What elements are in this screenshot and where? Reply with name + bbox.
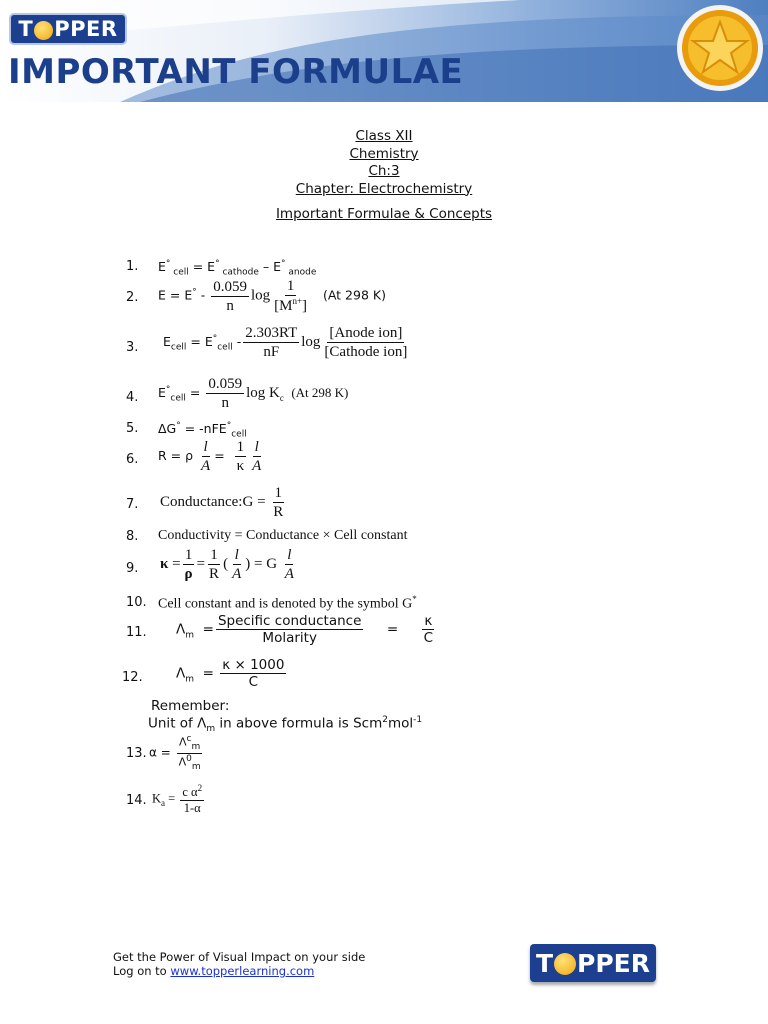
formula-8: Conductivity = Conductance × Cell constant xyxy=(158,528,408,543)
formula-11-numerator: Specific conductance xyxy=(217,613,362,629)
formula-number: 11. xyxy=(126,625,147,640)
formula-number: 6. xyxy=(126,452,139,467)
chapter-number: Ch:3 xyxy=(368,163,400,179)
section-title: Important Formulae & Concepts xyxy=(275,206,493,222)
formula-number: 1. xyxy=(126,259,139,274)
formula-5: ΔG° = -nFE°$_{cell}$ xyxy=(158,421,247,440)
footer-topper-logo[interactable] xyxy=(530,944,656,982)
formula-number: 8. xyxy=(126,529,139,544)
formula-number: 13. xyxy=(126,746,147,761)
formula-number: 9. xyxy=(126,561,139,576)
formula-6: R = ρ $\frac{l}{A}$ = $\frac{1}{\kappa}$ $\frac{l}{A}$ xyxy=(158,439,262,474)
formula-2: E = E° - $\frac{0.059}{n}$ log $\frac{1}{[M^{n+}]}$ (At 298 K) xyxy=(158,278,386,314)
formula-number: 5. xyxy=(126,421,139,436)
star-coin-icon xyxy=(554,953,576,975)
footer-logo-text-left: T xyxy=(535,948,554,978)
logo-text-right: PPER xyxy=(54,17,118,41)
formula-12: $\Lambda_m$ = $\frac{\kappa \times 1000}{C}$ xyxy=(176,657,285,691)
topper-logo[interactable] xyxy=(9,13,127,45)
formula-10: Cell constant and is denoted by the symbol G* xyxy=(158,594,417,612)
formula-number: 2. xyxy=(126,290,139,305)
remember-text-a: Unit of Λ xyxy=(148,715,207,732)
formula-number: 10. xyxy=(126,595,147,610)
footer-prefix: Log on to xyxy=(113,964,171,978)
remember-unit-tail: mol xyxy=(387,715,414,732)
gold-star-badge-icon xyxy=(676,4,764,92)
formula-7-text: Conductance: xyxy=(160,493,243,510)
header-banner xyxy=(0,0,768,102)
formula-10-text: Cell constant and is denoted by the symbol G xyxy=(158,596,413,612)
logo-text-left: T xyxy=(18,17,34,41)
footer-text xyxy=(113,950,365,978)
footer-logo-text-right: PPER xyxy=(577,948,651,978)
formula-1: E° $_{cell}$ = E° $_{cathode}$ – E° $_{anode}$ xyxy=(158,259,317,278)
formula-11: $\Lambda_m$ = $\frac{\text{Specific conductance}}{\text{Molarity}}$ = $\frac{\kappa}{C}$ xyxy=(176,613,434,647)
formula-9: κ = $\frac{1}{\rho}$ = $\frac{1}{R}$ ( $\frac{l}{A}$ ) = G $\frac{l}{A}$ xyxy=(160,547,294,582)
formula-number: 4. xyxy=(126,390,139,405)
formula-number: 7. xyxy=(126,497,139,512)
formula-11-denominator: Molarity xyxy=(262,630,317,647)
footer-line-2 xyxy=(113,964,365,978)
subject-title: Chemistry xyxy=(349,145,419,162)
document-titles xyxy=(0,128,768,224)
formula-3: $E_{cell} = E^\circ_{cell}$ - $\frac{2.303RT}{nF}$ log $\frac{\text{[Anode ion]}}{\text{[Cathode ion]}}$ xyxy=(163,325,408,360)
footer-line-1: Get the Power of Visual Impact on your side xyxy=(113,950,366,964)
formula-number: 12. xyxy=(122,670,143,685)
star-coin-icon xyxy=(34,21,53,40)
class-title: Class XII xyxy=(355,128,413,144)
formula-7: Conductance:G = $\frac{1}{R}$ xyxy=(160,485,284,520)
formula-number: 3. xyxy=(126,340,139,355)
formula-13: α = $\frac{\Lambda^c_m}{\Lambda^0_m}$ xyxy=(149,734,201,772)
banner-title: IMPORTANT FORMULAE xyxy=(8,52,464,92)
formula-2-note: (At 298 K) xyxy=(322,287,386,303)
chapter-title: Chapter: Electrochemistry xyxy=(295,180,473,197)
remember-title: Remember: xyxy=(151,698,230,714)
formula-4: $E^\circ_{cell}$ = $\frac{0.059}{n}$ $\log K_c$ (At 298 K) xyxy=(158,376,349,411)
topperlearning-link[interactable]: www.topperlearning.com xyxy=(170,964,315,978)
remember-text-b: in above formula is Scm xyxy=(219,715,383,732)
formula-14: $K_a$ = $\frac{c \alpha^2}{1-\alpha}$ xyxy=(152,783,203,816)
formula-number: 14. xyxy=(126,793,147,808)
formula-4-note: (At 298 K) xyxy=(291,385,349,400)
remember-text: Unit of $\Lambda_m$ in above formula is Scm$^2$mol$^{-1}$ xyxy=(148,715,423,735)
